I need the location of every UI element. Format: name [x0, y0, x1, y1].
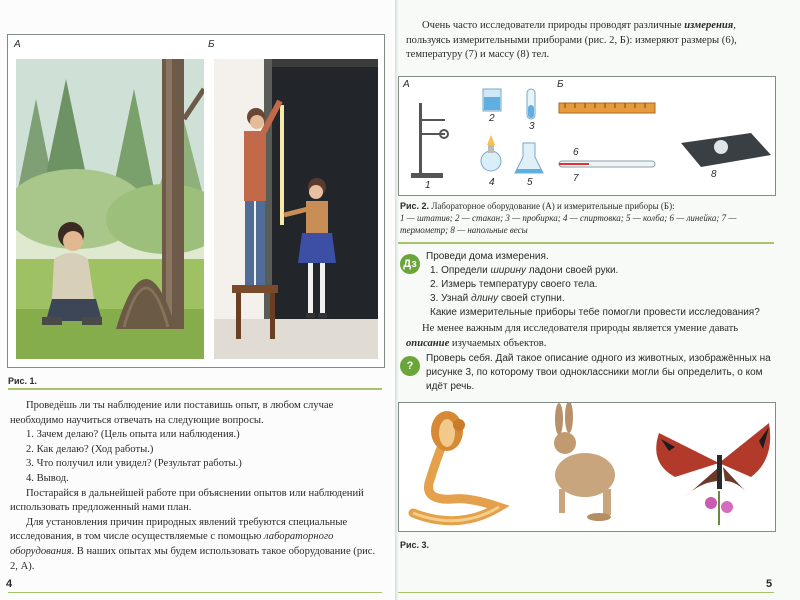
bottom-rule-right	[398, 592, 774, 593]
paragraph-plan: Постарайся в дальнейшей работе при объяснении опытов или наблюдений использовать предложенный нами план.	[10, 487, 364, 514]
homework-icon: Дз	[400, 254, 420, 274]
task-item-1a: 1. Определи	[430, 265, 491, 276]
question-item: 2. Как делаю? (Ход работы.)	[26, 443, 154, 455]
measurement-paragraph	[406, 19, 780, 63]
lab-text-start: Для установления причин природных явлений требуются специальные исследования, в том числе осуществляемые с помощью	[10, 516, 348, 543]
animals-illustration	[399, 403, 775, 531]
lab-equipment-term: лабораторного оборудования	[10, 531, 334, 557]
fig2-number-test-tube: 3	[529, 121, 535, 132]
figure-2	[398, 76, 776, 196]
fig2-label-b: Б	[557, 79, 564, 90]
task-question: Какие измерительные приборы тебе помогли провести исследования?	[430, 307, 760, 318]
fig2-number-beaker: 2	[489, 113, 495, 124]
task-item-3c: своей ступни.	[498, 293, 565, 304]
section-divider	[8, 388, 382, 390]
paragraph-questions-intro: Проведёшь ли ты наблюдение или поставишь опыт, в любом случае необходимо научиться отвечать на следующие вопросы.	[10, 400, 334, 426]
description-text	[406, 322, 780, 351]
figure-1-caption: Рис. 1.	[8, 376, 38, 386]
question-item: 4. Вывод.	[26, 472, 69, 484]
fig2-number-scales: 8	[711, 169, 717, 180]
forest-illustration	[16, 59, 204, 359]
description-end: изучаемых объектов.	[449, 337, 547, 349]
intro-text-end: , пользуясь измерительными приборами (рис. 2, Б): измеряют размеры (6), температуру (7) и массу (8) тел.	[406, 20, 737, 61]
homework-task	[426, 250, 778, 320]
lab-text-end: . В наших опытах мы будем использовать такое оборудование (рис. 2, А).	[10, 545, 376, 572]
left-body-text	[10, 399, 382, 574]
task-item	[426, 264, 778, 278]
paragraph-lab-equipment	[10, 516, 382, 574]
task-length-term: длину	[470, 293, 499, 304]
section-divider	[398, 242, 774, 244]
measuring-height-illustration	[214, 59, 378, 359]
fig1-label-b: Б	[208, 39, 215, 50]
description-start: Не менее важным для исследователя природы является умение давать	[422, 323, 739, 334]
fig2-caption-line	[400, 200, 776, 212]
self-check	[426, 352, 776, 394]
figure-2-caption	[400, 200, 776, 236]
fig2-number-ruler: 6	[573, 147, 579, 158]
figure-1	[7, 34, 385, 368]
fig2-caption-items: 1 — штатив; 2 — стакан; 3 — пробирка; 4 — спиртовка; 5 — колба; 6 — линейка; 7 — термометр; 8 — напольные весы	[400, 213, 737, 235]
task-item	[426, 292, 778, 306]
right-page	[398, 0, 800, 600]
figure-3	[398, 402, 776, 532]
task-title: Проведи дома измерения.	[426, 251, 549, 262]
description-paragraph	[406, 322, 780, 351]
description-term: описание	[406, 337, 450, 349]
task-item: 2. Измерь температуру своего тела.	[430, 279, 598, 290]
fig2-number-spirit-lamp: 4	[489, 177, 495, 188]
fig2-caption-title: Рис. 2.	[400, 201, 430, 211]
measurement-term: измерения	[684, 20, 734, 31]
task-width-term: ширину	[490, 265, 526, 276]
lab-equipment-illustration	[399, 77, 775, 195]
fig2-number-stand: 1	[425, 180, 431, 191]
question-item: 1. Зачем делаю? (Цель опыта или наблюдения.)	[26, 429, 240, 441]
fig2-number-flask: 5	[527, 177, 533, 188]
bottom-rule-left	[8, 592, 382, 593]
task-item-1c: ладони своей руки.	[525, 265, 619, 276]
page-number-right: 5	[766, 578, 773, 590]
question-icon: ?	[400, 356, 420, 376]
self-check-text: Проверь себя. Дай такое описание одного из животных, изображённых на рисунке 3, по которому твои одноклассники могли бы определить, о ком идёт речь.	[426, 353, 771, 392]
measurement-intro	[406, 19, 780, 63]
fig1-label-a: А	[14, 39, 21, 50]
fig2-label-a: А	[403, 79, 410, 90]
fig2-caption-text: Лабораторное оборудование (А) и измерительные приборы (Б):	[431, 201, 675, 211]
intro-text-start: Очень часто исследователи природы проводят различные	[422, 20, 685, 31]
task-item-3a: 3. Узнай	[430, 293, 471, 304]
left-page	[0, 0, 398, 600]
figure-3-caption: Рис. 3.	[400, 540, 430, 550]
fig2-number-thermometer: 7	[573, 173, 579, 184]
page-number-left: 4	[6, 578, 13, 590]
question-item: 3. Что получил или увидел? (Результат работы.)	[26, 458, 242, 470]
